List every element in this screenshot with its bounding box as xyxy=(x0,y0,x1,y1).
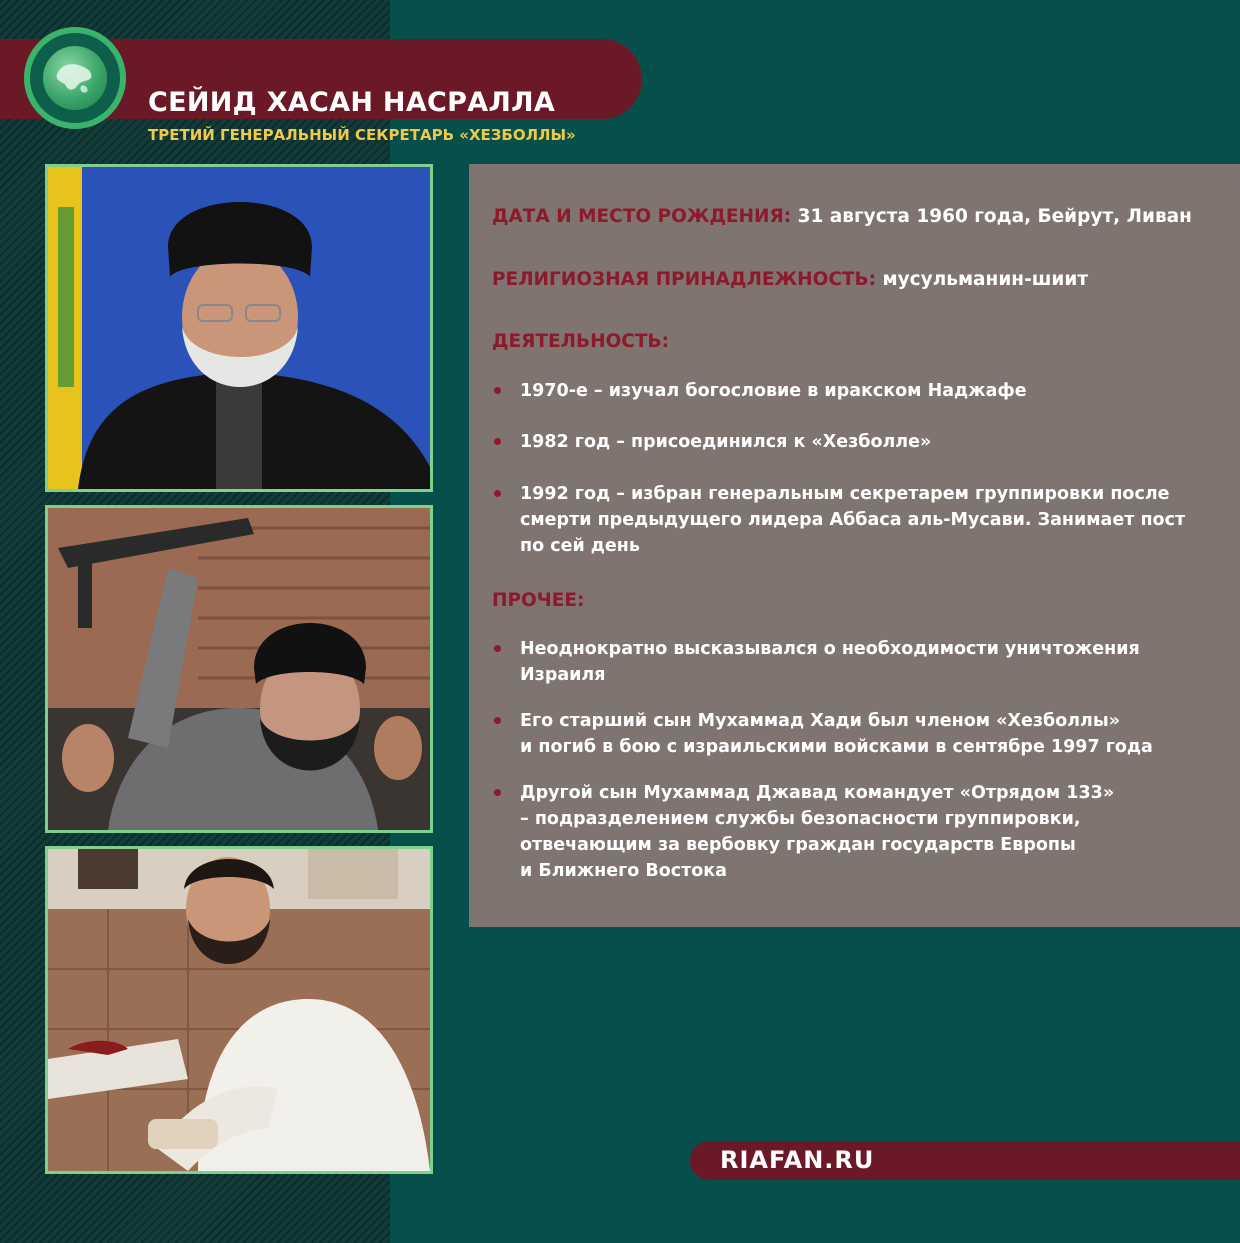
page-subtitle: ТРЕТИЙ ГЕНЕРАЛЬНЫЙ СЕКРЕТАРЬ «ХЕЗБОЛЛЫ» xyxy=(148,126,576,144)
religion-label: РЕЛИГИОЗНАЯ ПРИНАДЛЕЖНОСТЬ: xyxy=(492,269,877,290)
religion-value: мусульманин-шиит xyxy=(882,269,1089,290)
continent-shape xyxy=(51,56,99,100)
info-box xyxy=(469,164,1240,927)
washing-photo xyxy=(45,846,433,1174)
portrait-photo xyxy=(45,164,433,492)
birth-row xyxy=(492,204,1192,230)
bullet-icon xyxy=(494,490,501,497)
activity-item-3: 1992 год – избран генеральным секретарем группировки после смерти предыдущего лидера Аббаса аль-Мусави. Занимает пост по сей день xyxy=(520,484,1186,556)
portrait-illustration xyxy=(48,167,430,489)
other-item-2: Его старший сын Мухаммад Хади был членом «Хезболлы» и погиб в бою с израильскими войсками в сентябре 1997 года xyxy=(520,711,1153,757)
bullet-icon xyxy=(494,789,501,796)
page-title: СЕЙИД ХАСАН НАСРАЛЛА xyxy=(148,87,556,118)
other-item-3: Другой сын Мухаммад Джавад командует «Отрядом 133» – подразделением службы безопасности группировки, отвечающим за вербовку граждан государств Европы и Ближнего Востока xyxy=(520,783,1115,881)
activity-item-1: 1970-е – изучал богословие в иракском Наджафе xyxy=(520,381,1027,401)
bullet-icon xyxy=(494,387,501,394)
globe-icon xyxy=(24,27,126,129)
birth-value: 31 августа 1960 года, Бейрут, Ливан xyxy=(797,206,1192,227)
bullet-icon xyxy=(494,645,501,652)
site-name[interactable]: RIAFAN.RU xyxy=(720,1146,875,1174)
activity-item-2: 1982 год – присоединился к «Хезболле» xyxy=(520,432,932,452)
footer-banner xyxy=(690,1141,1240,1180)
birth-label: ДАТА И МЕСТО РОЖДЕНИЯ: xyxy=(492,206,792,227)
rally-photo xyxy=(45,505,433,833)
other-heading: ПРОЧЕЕ: xyxy=(492,590,585,611)
rally-illustration xyxy=(48,508,430,830)
other-item-1: Неоднократно высказывался о необходимости уничтожения Израиля xyxy=(520,639,1140,685)
activity-heading: ДЕЯТЕЛЬНОСТЬ: xyxy=(492,331,669,352)
bullet-icon xyxy=(494,438,501,445)
globe-logo-inner xyxy=(43,46,107,110)
religion-row xyxy=(492,267,1088,293)
bullet-icon xyxy=(494,717,501,724)
washing-illustration xyxy=(48,849,430,1171)
